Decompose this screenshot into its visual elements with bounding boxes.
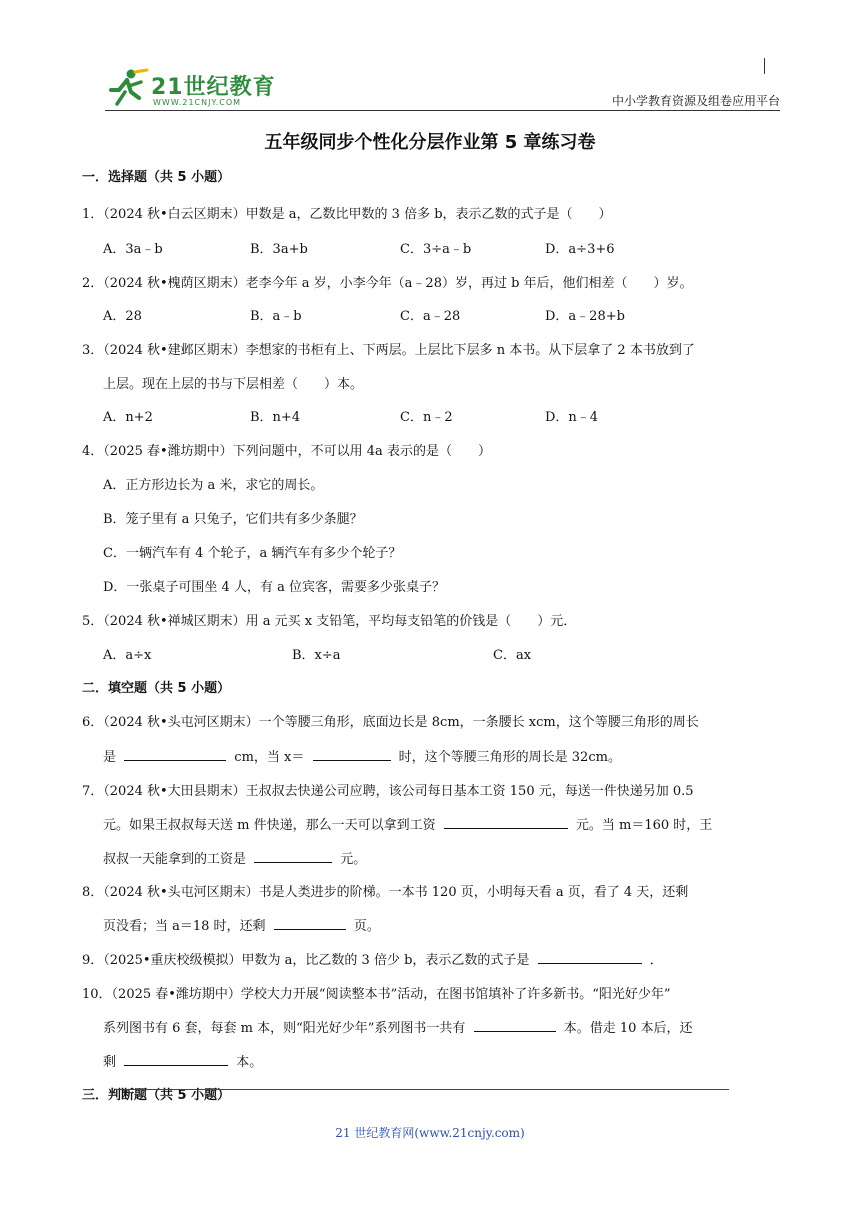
q6-text-b: cm，当 x＝ bbox=[234, 750, 305, 765]
q3-option-d: D．n﹣4 bbox=[545, 410, 599, 425]
q3-option-b: B．n+4 bbox=[250, 410, 301, 425]
q4-option-b: B．笼子里有 a 只兔子，它们共有多少条腿？ bbox=[103, 512, 363, 527]
header-rule bbox=[105, 110, 780, 111]
q7-text-d: 元。 bbox=[340, 852, 367, 867]
footer-rule bbox=[118, 1089, 729, 1090]
q6-text-a: 是 bbox=[103, 750, 117, 765]
q4-option-a: A．正方形边长为 a 米，求它的周长。 bbox=[103, 478, 324, 493]
q6-blank-2[interactable] bbox=[313, 746, 391, 761]
q2-option-c: C．a﹣28 bbox=[400, 309, 461, 324]
question-10-line1: 10．（2025 春•潍坊期中）学校大力开展“阅读整本书”活动，在图书馆填补了许多新书。“阳光好少年” bbox=[82, 987, 671, 1002]
q10-text-d: 本。 bbox=[236, 1055, 263, 1070]
q1-option-d: D．a÷3+6 bbox=[545, 242, 615, 257]
q5-option-a: A．a÷x bbox=[103, 648, 152, 663]
question-7-line3 bbox=[103, 848, 366, 867]
q8-blank-1[interactable] bbox=[274, 915, 346, 930]
question-2-stem: 2．（2024 秋•槐荫区期末）老李今年 a 岁，小李今年（a﹣28）岁，再过 b 年后，他们相差（ ）岁。 bbox=[82, 276, 693, 291]
q10-blank-1[interactable] bbox=[474, 1017, 556, 1032]
question-4-stem: 4．（2025 春•潍坊期中）下列问题中，不可以用 4a 表示的是（ ） bbox=[82, 444, 491, 459]
page-header bbox=[105, 60, 780, 112]
q7-text-b: 元。当 m＝160 时，王 bbox=[575, 818, 713, 833]
q6-blank-1[interactable] bbox=[124, 746, 226, 761]
question-3-stem-line1: 3．（2024 秋•建邺区期末）李想家的书柜有上、下两层。上层比下层多 n 本书。从下层拿了 2 本书放到了 bbox=[82, 343, 695, 358]
logo-subtext: WWW.21CNJY.COM bbox=[153, 98, 242, 107]
runner-icon bbox=[105, 68, 149, 108]
question-5-stem: 5．（2024 秋•禅城区期末）用 a 元买 x 支铅笔，平均每支铅笔的价钱是（ ）元． bbox=[82, 614, 577, 629]
question-3-stem-line2: 上层。现在上层的书与下层相差（ ）本。 bbox=[103, 377, 364, 392]
q3-option-a: A．n+2 bbox=[103, 410, 153, 425]
q10-blank-2[interactable] bbox=[124, 1051, 228, 1066]
question-9-line1 bbox=[82, 949, 663, 968]
q1-option-a: A．3a﹣b bbox=[103, 242, 163, 257]
header-platform-name: 中小学教育资源及组卷应用平台 bbox=[611, 94, 780, 108]
q5-option-c: C．ax bbox=[493, 648, 532, 663]
question-6-line2 bbox=[103, 746, 621, 765]
question-10-line3 bbox=[103, 1051, 262, 1070]
section-heading-choice: 一．选择题（共 5 小题） bbox=[82, 170, 231, 185]
q10-text-c: 剩 bbox=[103, 1055, 117, 1070]
q7-blank-1[interactable] bbox=[444, 814, 568, 829]
q9-text-b: ． bbox=[649, 953, 663, 968]
corner-mark bbox=[764, 58, 765, 74]
page-title: 五年级同步个性化分层作业第 5 章练习卷 bbox=[264, 132, 596, 153]
site-logo bbox=[105, 68, 305, 112]
question-8-line1: 8．（2024 秋•头屯河区期末）书是人类进步的阶梯。一本书 120 页，小明每天看 a 页，看了 4 天，还剩 bbox=[82, 885, 689, 900]
q7-blank-2[interactable] bbox=[254, 848, 332, 863]
question-1-stem: 1．（2024 秋•白云区期末）甲数是 a，乙数比甲数的 3 倍多 b，表示乙数的式子是（ ） bbox=[82, 207, 612, 222]
q9-text-a: 9．（2025•重庆校级模拟）甲数为 a，比乙数的 3 倍少 b，表示乙数的式子是 bbox=[82, 953, 530, 968]
question-8-line2 bbox=[103, 915, 380, 934]
q1-option-b: B．3a+b bbox=[250, 242, 308, 257]
q4-option-c: C．一辆汽车有 4 个轮子，a 辆汽车有多少个轮子？ bbox=[103, 546, 402, 561]
q2-option-d: D．a﹣28+b bbox=[545, 309, 625, 324]
q7-text-c: 叔叔一天能拿到的工资是 bbox=[103, 852, 247, 867]
q8-text-b: 页。 bbox=[353, 919, 380, 934]
section-heading-judge: 三．判断题（共 5 小题） bbox=[82, 1084, 236, 1103]
question-6-line1: 6．（2024 秋•头屯河区期末）一个等腰三角形，底面边长是 8cm，一条腰长 xcm，这个等腰三角形的周长 bbox=[82, 715, 699, 730]
q10-text-a: 系列图书有 6 套，每套 m 本，则“阳光好少年”系列图书一共有 bbox=[103, 1021, 466, 1036]
q6-text-c: 时，这个等腰三角形的周长是 32cm。 bbox=[398, 750, 621, 765]
section-heading-fill: 二．填空题（共 5 小题） bbox=[82, 681, 231, 696]
q4-option-d: D．一张桌子可围坐 4 人，有 a 位宾客，需要多少张桌子？ bbox=[103, 580, 445, 595]
q5-option-b: B．x÷a bbox=[292, 648, 341, 663]
q9-blank-1[interactable] bbox=[538, 949, 642, 964]
q10-text-b: 本。借走 10 本后，还 bbox=[563, 1021, 693, 1036]
logo-text: 21世纪教育 bbox=[151, 75, 276, 100]
q8-text-a: 页没看；当 a＝18 时，还剩 bbox=[103, 919, 266, 934]
q1-option-c: C．3÷a﹣b bbox=[400, 242, 472, 257]
q2-option-b: B．a﹣b bbox=[250, 309, 302, 324]
question-7-line2 bbox=[103, 814, 712, 833]
question-10-line2 bbox=[103, 1017, 693, 1036]
q2-option-a: A．28 bbox=[103, 309, 142, 324]
footer-text[interactable]: 21 世纪教育网(www.21cnjy.com) bbox=[335, 1126, 525, 1140]
question-7-line1: 7．（2024 秋•大田县期末）王叔叔去快递公司应聘，该公司每日基本工资 150 元，每送一件快递另加 0.5 bbox=[82, 784, 694, 799]
q3-option-c: C．n﹣2 bbox=[400, 410, 453, 425]
q7-text-a: 元。如果王叔叔每天送 m 件快递，那么一天可以拿到工资 bbox=[103, 818, 436, 833]
